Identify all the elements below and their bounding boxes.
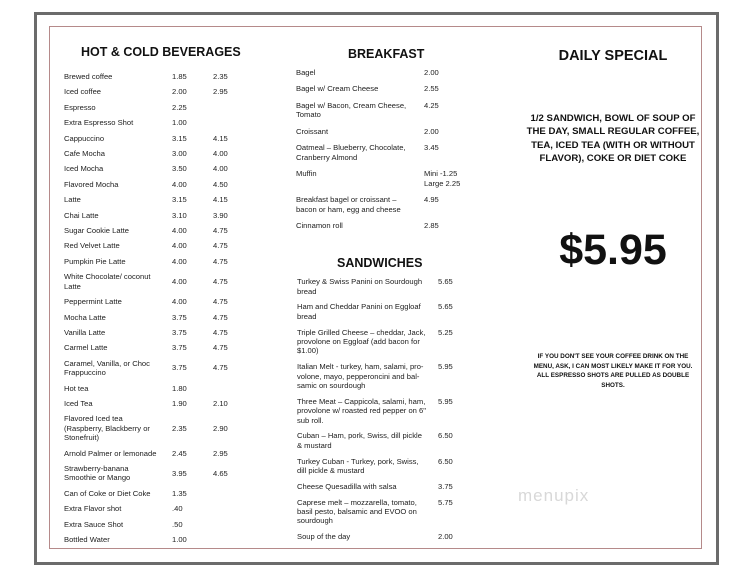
item-name: Cappuccino — [64, 133, 105, 143]
item-name: Vanilla Latte — [64, 327, 106, 337]
item-name: Red Velvet Latte — [64, 241, 120, 251]
menu-item — [296, 97, 474, 123]
item-name: Cuban – Ham, pork, Swiss, dill pickle & mustard — [297, 431, 422, 450]
breakfast-heading: BREAKFAST — [348, 47, 425, 61]
menu-item — [64, 446, 243, 461]
item-price-small: 3.15 — [172, 195, 187, 205]
menu-item — [64, 115, 243, 130]
item-name: Cafe Mocha — [64, 149, 105, 159]
item-price-small: 3.75 — [172, 327, 187, 337]
menu-item — [64, 223, 243, 238]
item-price: 5.95 — [438, 362, 453, 372]
item-price-small: 1.00 — [172, 118, 187, 128]
coffee-note: IF YOU DON'T SEE YOUR COFFEE DRINK ON THE MENU, ASK, I CAN MOST LIKELY MAKE IT FOR YOU. ALL ESPRESSO SHOTS ARE PULLED AS DOUBLE SHOTS. — [533, 353, 693, 389]
item-price-small: 3.75 — [172, 363, 187, 373]
menu-item — [64, 294, 243, 309]
item-price-large: 4.75 — [213, 327, 228, 337]
beverages-list — [64, 69, 243, 547]
menu-item — [64, 131, 243, 146]
item-price-large: 2.10 — [213, 398, 228, 408]
item-name: Chai Latte — [64, 210, 99, 220]
item-price-small: 1.00 — [172, 535, 187, 544]
menu-item — [64, 254, 243, 269]
menu-item — [64, 517, 243, 532]
menu-item — [64, 325, 243, 340]
item-price-small: 3.75 — [172, 312, 187, 322]
item-price-large: 2.95 — [213, 448, 228, 458]
menu-item — [297, 479, 462, 495]
item-price-large: 2.35 — [213, 72, 228, 81]
item-price: Mini -1.25 Large 2.25 — [424, 169, 461, 188]
item-price-small: 1.35 — [172, 488, 187, 498]
item-price: 6.50 — [438, 456, 453, 466]
item-price-large: 4.15 — [213, 133, 228, 143]
item-name: Can of Coke or Diet Coke — [64, 488, 151, 498]
item-price-small: 2.35 — [172, 423, 187, 433]
menu-item — [296, 192, 474, 218]
item-price-large: 2.95 — [213, 87, 228, 97]
item-price-small: 3.95 — [172, 468, 187, 478]
menu-item — [297, 453, 462, 478]
item-price-small: 3.10 — [172, 210, 187, 220]
beverages-heading: HOT & COLD BEVERAGES — [81, 45, 241, 59]
item-name: Bagel — [296, 67, 316, 77]
menu-item — [296, 140, 474, 166]
sandwiches-heading: SANDWICHES — [337, 256, 423, 270]
item-name: Muffin — [296, 169, 317, 179]
menu-item — [64, 177, 243, 192]
item-name: Espresso — [64, 102, 96, 112]
menu-item — [64, 238, 243, 253]
item-price-large: 4.75 — [213, 312, 228, 322]
item-name: Flavored Mocha — [64, 179, 119, 189]
item-name: Three Meat – Cappicola, salami, ham, provolone w/ roasted red pepper on 6" sub roll. — [297, 396, 426, 425]
menu-item — [64, 461, 243, 486]
item-name: Bagel w/ Bacon, Cream Cheese, Tomato — [296, 100, 407, 120]
breakfast-list — [296, 64, 474, 234]
item-name: Sugar Cookie Latte — [64, 226, 130, 236]
item-price-large: 4.65 — [213, 468, 228, 478]
menu-item — [296, 123, 474, 140]
item-price: 6.50 — [438, 431, 453, 441]
item-price: 4.25 — [424, 100, 439, 110]
menu-item — [64, 310, 243, 325]
item-price: 2.00 — [438, 532, 453, 542]
item-name: Strawberry-banana Smoothie or Mango — [64, 463, 131, 483]
item-name: Arnold Palmer or lemonade — [64, 448, 157, 458]
menu-item — [64, 146, 243, 161]
item-price-small: 4.00 — [172, 226, 187, 236]
item-name: Bagel w/ Cream Cheese — [296, 84, 379, 94]
item-name: Pumpkin Pie Latte — [64, 256, 126, 266]
menu-item — [297, 359, 462, 394]
menu-item — [296, 64, 474, 81]
item-price-large: 4.75 — [213, 343, 228, 353]
item-name: Peppermint Latte — [64, 297, 122, 307]
item-name: Caramel, Vanilla, or Choc Frappuccino — [64, 358, 150, 378]
menu-item — [64, 501, 243, 516]
menu-item — [64, 381, 243, 396]
menu-item — [296, 166, 474, 192]
menu-item — [297, 274, 462, 299]
item-price-large: 4.75 — [213, 297, 228, 307]
item-price-large: 4.75 — [213, 256, 228, 266]
item-price-large: 4.00 — [213, 164, 228, 174]
item-price-large: 3.90 — [213, 210, 228, 220]
item-name: Cinnamon roll — [296, 221, 343, 231]
item-price-small: 3.15 — [172, 133, 187, 143]
item-price: 3.45 — [424, 143, 439, 153]
item-price: 3.75 — [438, 481, 453, 491]
item-price-small: 4.00 — [172, 256, 187, 266]
item-price-small: 4.00 — [172, 297, 187, 307]
item-price: 2.00 — [424, 126, 439, 136]
menu-item — [64, 192, 243, 207]
item-name: Oatmeal – Blueberry, Chocolate, Cranberry Almond — [296, 143, 406, 162]
menu-item — [297, 529, 462, 545]
item-price: 2.55 — [424, 84, 439, 94]
item-price-large: 4.75 — [213, 226, 228, 236]
item-price-large: 2.90 — [213, 423, 228, 433]
menu-item — [64, 100, 243, 115]
item-price-large: 4.50 — [213, 179, 228, 189]
item-price: 2.00 — [424, 67, 439, 77]
item-name: Mocha Latte — [64, 312, 106, 322]
item-name: Breakfast bagel or croissant – bacon or ham, egg and cheese — [296, 195, 401, 214]
item-name: Flavored Iced tea (Raspberry, Blackberry or Stonefruit) — [64, 414, 150, 443]
item-price: 4.95 — [424, 195, 439, 205]
menu-item — [64, 340, 243, 355]
item-name: Extra Espresso Shot — [64, 118, 134, 128]
menu-item — [64, 411, 243, 445]
item-price: 5.65 — [438, 277, 453, 287]
menu-item — [64, 532, 243, 547]
item-price: 5.25 — [438, 327, 453, 337]
menu-item — [297, 394, 462, 429]
item-name: Iced coffee — [64, 87, 102, 97]
item-name: White Chocolate/ coconut Latte — [64, 272, 151, 291]
item-name: Brewed coffee — [64, 72, 113, 81]
menu-item — [296, 218, 474, 235]
item-name: Turkey Cuban - Turkey, pork, Swiss, dill pickle & mustard — [297, 456, 419, 475]
item-price-small: 3.50 — [172, 164, 187, 174]
item-name: Soup of the day — [297, 532, 351, 542]
item-price-small: 4.00 — [172, 179, 187, 189]
menu-item — [297, 428, 462, 453]
item-name: Latte — [64, 195, 81, 205]
item-name: Extra Flavor shot — [64, 504, 122, 514]
item-name: Iced Tea — [64, 398, 93, 408]
item-price-small: 2.25 — [172, 102, 187, 112]
item-price: 5.65 — [438, 302, 453, 312]
item-name: Iced Mocha — [64, 164, 104, 174]
item-name: Cheese Quesadilla with salsa — [297, 481, 397, 491]
item-name: Croissant — [296, 126, 329, 136]
item-price-small: 2.45 — [172, 448, 187, 458]
item-name: Ham and Cheddar Panini on Eggloaf bread — [297, 302, 421, 321]
item-name: Italian Melt - turkey, ham, salami, pro- volone, mayo, pepperoncini and bal- samic on sourdough — [297, 362, 424, 390]
item-price-large: 4.75 — [213, 276, 228, 286]
item-price-small: 2.00 — [172, 87, 187, 97]
item-price: 2.85 — [424, 221, 439, 231]
menu-item — [64, 208, 243, 223]
item-price-small: 3.75 — [172, 343, 187, 353]
menu-item — [64, 356, 243, 381]
item-name: Hot tea — [64, 383, 89, 393]
item-price-large: 4.75 — [213, 241, 228, 251]
item-price-small: .50 — [172, 519, 183, 529]
item-name: Carmel Latte — [64, 343, 108, 353]
menu-item — [64, 69, 243, 84]
daily-special-price: $5.95 — [559, 226, 667, 274]
menu-item — [297, 324, 462, 359]
menu-item — [64, 84, 243, 99]
daily-special-title: DAILY SPECIAL — [558, 48, 668, 64]
menupix-watermark: menupix — [518, 486, 590, 505]
menu-item — [64, 396, 243, 411]
item-price-large: 4.75 — [213, 363, 228, 373]
item-name: Extra Sauce Shot — [64, 519, 124, 529]
daily-special-description: 1/2 SANDWICH, BOWL OF SOUP OF THE DAY, SMALL REGULAR COFFEE, TEA, ICED TEA (WITH OR WITHOUT FLAVOR), COKE OR DIET COKE — [526, 113, 700, 164]
menu-item — [64, 486, 243, 501]
item-price-large: 4.00 — [213, 149, 228, 159]
item-name: Triple Grilled Cheese – cheddar, Jack, provolone on Eggloaf (add bacon for $1.00) — [297, 327, 426, 356]
sandwiches-list — [297, 274, 462, 545]
menu-item — [297, 299, 462, 324]
item-name: Turkey & Swiss Panini on Sourdough bread — [297, 277, 423, 296]
item-price-large: 4.15 — [213, 195, 228, 205]
item-name: Bottled Water — [64, 535, 110, 544]
item-price-small: .40 — [172, 504, 183, 514]
menu-item — [64, 161, 243, 176]
item-price-small: 1.85 — [172, 72, 187, 81]
menu-item — [296, 81, 474, 98]
item-price-small: 1.90 — [172, 398, 187, 408]
item-price-small: 1.80 — [172, 383, 187, 393]
item-price-small: 4.00 — [172, 276, 187, 286]
item-price: 5.75 — [438, 497, 453, 507]
item-price: 5.95 — [438, 396, 453, 406]
item-name: Caprese melt – mozzarella, tomato, basil pesto, balsamic and EVOO on sourdough — [297, 497, 417, 526]
item-price-small: 4.00 — [172, 241, 187, 251]
menu-item — [64, 269, 243, 294]
menu-item — [297, 494, 462, 529]
item-price-small: 3.00 — [172, 149, 187, 159]
